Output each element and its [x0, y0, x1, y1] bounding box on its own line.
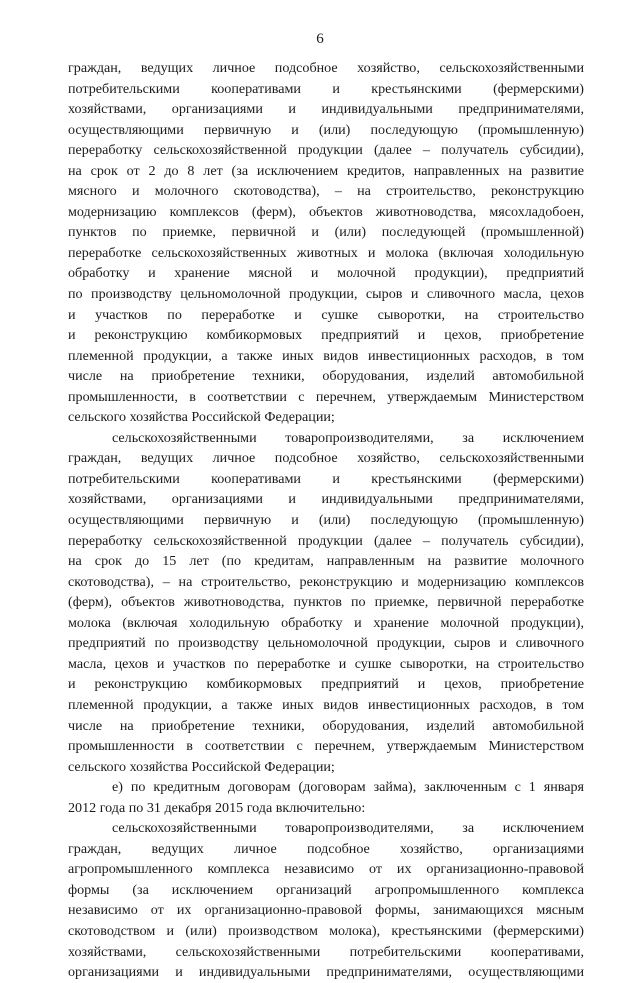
- text-line: промышленности, в соответствии с перечнем, утверждаемым Министерством: [68, 388, 584, 405]
- text-line: агропромышленного комплекса независимо от их организационно-правовой: [68, 861, 584, 878]
- text-line: и реконструкцию комбикормовых предприятий и цехов, приобретение: [68, 327, 584, 344]
- text-line: мясного и молочного скотоводства), – на строительство, реконструкцию: [68, 183, 584, 200]
- text-line: на срок от 2 до 8 лет (за исключением кредитов, направленных на развитие: [68, 162, 584, 179]
- text-line: племенной продукции, а также иных видов инвестиционных расходов, в том: [68, 347, 584, 364]
- text-line: хозяйствами, сельскохозяйственными потребительскими кооперативами,: [68, 943, 584, 960]
- text-line: промышленности в соответствии с перечнем, утверждаемым Министерством: [68, 738, 584, 755]
- text-line: по производству цельномолочной продукции, сыров и сливочного масла, цехов: [68, 286, 584, 303]
- text-line: хозяйствами, организациями и индивидуальными предпринимателями,: [68, 491, 584, 508]
- body-text: [68, 58, 584, 983]
- text-line: числе на приобретение техники, оборудования, изделий автомобильной: [68, 717, 584, 734]
- text-line: переработку сельскохозяйственной продукции (далее – получатель субсидии),: [68, 532, 584, 549]
- text-line: и участков по переработке и сушке сыворотки, на строительство: [68, 306, 584, 323]
- text-line: пунктов по приемке, первичной и (или) последующей (промышленной): [68, 224, 584, 241]
- text-line: осуществляющими первичную и (или) последующую (промышленную): [68, 512, 584, 529]
- text-line: и реконструкцию комбикормовых предприятий и цехов, приобретение: [68, 676, 584, 693]
- text-line: масла, цехов и участков по переработке и сушке сыворотки, на строительство: [68, 655, 584, 672]
- text-line: 2012 года по 31 декабря 2015 года включительно:: [68, 799, 366, 816]
- text-line: на срок до 15 лет (по кредитам, направленным на развитие молочного: [68, 553, 584, 570]
- text-line: формы (за исключением организаций агропромышленного комплекса: [68, 881, 584, 898]
- text-line: числе на приобретение техники, оборудования, изделий автомобильной: [68, 368, 584, 385]
- text-line: переработке сельскохозяйственных животных и молока (включая холодильную: [68, 244, 584, 261]
- text-line: независимо от их организационно-правовой формы, занимающихся мясным: [68, 902, 584, 919]
- text-line: сельского хозяйства Российской Федерации;: [68, 409, 335, 426]
- page-number: 6: [316, 31, 324, 47]
- text-line: хозяйствами, организациями и индивидуальными предпринимателями,: [68, 101, 584, 118]
- text-line: граждан, ведущих личное подсобное хозяйство, организациями: [68, 840, 584, 857]
- text-line: потребительскими кооперативами и крестьянскими (фермерскими): [68, 470, 584, 487]
- text-line: сельского хозяйства Российской Федерации;: [68, 758, 335, 775]
- text-line: граждан, ведущих личное подсобное хозяйство, сельскохозяйственными: [68, 60, 584, 76]
- text-line: предприятий по производству цельномолочной продукции, сыров и сливочного: [68, 635, 584, 652]
- paragraph-first-line: е) по кредитным договорам (договорам займа), заключенным с 1 января: [112, 779, 584, 796]
- text-line: переработку сельскохозяйственной продукции (далее – получатель субсидии),: [68, 142, 584, 159]
- paragraph-first-line: сельскохозяйственными товаропроизводителями, за исключением: [112, 429, 584, 446]
- paragraph-first-line: сельскохозяйственными товаропроизводителями, за исключением: [112, 820, 584, 837]
- text-line: осуществляющими первичную и (или) последующую (промышленную): [68, 121, 584, 138]
- text-line: молока (включая холодильную обработку и хранение молочной продукции),: [68, 614, 584, 631]
- text-line: скотоводством и (или) производством молока), крестьянскими (фермерскими): [68, 922, 584, 939]
- text-line: скотоводства), – на строительство, реконструкцию и модернизацию комплексов: [68, 573, 584, 590]
- text-line: племенной продукции, а также иных видов инвестиционных расходов, в том: [68, 696, 584, 713]
- text-line: обработку и хранение мясной и молочной продукции), предприятий: [68, 265, 584, 282]
- text-line: потребительскими кооперативами и крестьянскими (фермерскими): [68, 80, 584, 97]
- text-line: организациями и индивидуальными предпринимателями, осуществляющими: [68, 964, 584, 981]
- text-line: модернизацию комплексов (ферм), объектов животноводства, мясохладобоен,: [68, 203, 584, 220]
- text-line: граждан, ведущих личное подсобное хозяйство, сельскохозяйственными: [68, 450, 584, 467]
- text-line: (ферм), объектов животноводства, пунктов по приемке, первичной переработке: [68, 594, 584, 611]
